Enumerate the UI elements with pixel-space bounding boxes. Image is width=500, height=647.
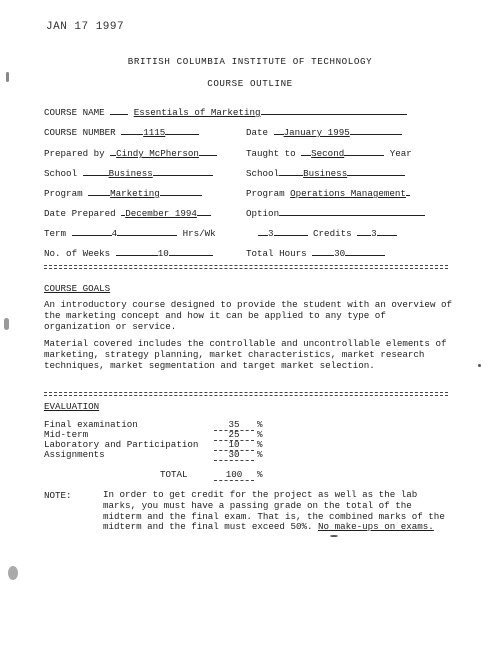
school-label: School [44,168,78,179]
note-text [103,490,453,533]
scan-mark [6,72,9,82]
weeks-row [44,246,213,259]
divider [44,265,448,266]
evaluation-item-unit: % [257,449,263,460]
goals-paragraph-1: An introductory course designed to provide the student with an overview of the marketing concept and how it can be applied to any type of organization or service. [44,299,452,332]
note-emphasis: No make-ups on exams. [318,521,434,533]
total-hours-row [246,246,385,259]
credits-label: Credits [313,228,352,239]
program-label: Program [44,188,83,199]
date-prepared-value: December 1994 [125,208,197,219]
evaluation-item-name: Laboratory and Participation [44,439,199,450]
document-title: COURSE OUTLINE [207,78,293,89]
course-number-row [44,125,199,138]
note-body: In order to get credit for the project as well as the lab marks, you must have a passing grade on the total of the midterm and the final exam. That is, the combined marks of the midterm and the final must exceed 50%. [103,489,445,533]
evaluation-item-value: 35 [214,419,254,431]
prepared-by-label: Prepared by [44,148,105,159]
school2-value: Business [303,168,348,179]
taught-to-row [246,146,412,159]
scan-mark [330,535,338,537]
evaluation-item-value: 10 [214,439,254,451]
program-row [44,186,202,199]
evaluation-item-value: 30 [214,449,254,461]
school2-row [246,166,405,179]
date-value: January 1995 [283,127,350,138]
term-label: Term [44,228,67,239]
weeks-label: No. of Weeks [44,248,111,259]
evaluation-row [44,449,344,461]
divider [44,268,448,269]
evaluation-item-unit: % [257,429,263,440]
evaluation-total-value: 100 [214,469,254,481]
course-name-value: Essentials of Marketing [133,107,261,118]
scan-mark [4,318,9,330]
goals-paragraph-2: Material covered includes the controllable and uncontrollable elements of marketing, strategy planning, market characteristics, market research techniques, market segmentation and target market selection. [44,338,447,371]
evaluation-heading: EVALUATION [44,401,100,412]
evaluation-total-row [160,469,267,481]
course-name-label: COURSE NAME [44,107,105,118]
hrs-credits-row [258,226,397,239]
evaluation-item-unit: % [257,439,263,450]
divider [44,392,448,393]
date-label: Date [246,127,269,138]
received-date-stamp: JAN 17 1997 [46,21,125,33]
hrs-value: 3 [268,228,274,239]
institution-name: BRITISH COLUMBIA INSTITUTE OF TECHNOLOGY [127,56,373,67]
evaluation-total-unit: % [257,469,263,480]
program2-row [246,186,410,199]
evaluation-item-unit: % [257,419,263,430]
divider [44,395,448,396]
program2-value: Operations Management [290,188,406,199]
prepared-by-row [44,146,217,159]
evaluation-item-name: Final examination [44,419,138,430]
credits-value: 3 [371,228,377,239]
evaluation-total-label: TOTAL [160,469,188,480]
course-name-row [44,105,407,118]
school-value: Business [108,168,153,179]
year-label: Year [389,148,412,159]
evaluation-item-value: 25 [214,429,254,441]
term-value: 4 [111,228,118,239]
course-number-label: COURSE NUMBER [44,127,116,138]
option-label: Option [246,208,280,219]
hrs-label: Hrs/Wk [182,228,216,239]
scan-mark [478,364,481,367]
term-row [44,226,216,239]
note-label: NOTE: [44,490,72,501]
prepared-by-value: Cindy McPherson [116,148,199,159]
evaluation-item-name: Assignments [44,449,105,460]
evaluation-item-name: Mid-term [44,429,89,440]
scan-mark [8,566,18,580]
date-prepared-row [44,206,211,219]
school-row [44,166,213,179]
taught-to-label: Taught to [246,148,296,159]
date-row [246,125,402,138]
school2-label: School [246,168,280,179]
program-value: Marketing [110,188,160,199]
total-hours-label: Total Hours [246,248,307,259]
option-row [246,206,425,219]
course-number-value: 1115 [143,127,166,138]
weeks-value: 10 [157,248,169,259]
date-prepared-label: Date Prepared [44,208,116,219]
goals-heading: COURSE GOALS [44,283,111,294]
taught-to-value: Second [311,148,345,159]
program2-label: Program [246,188,285,199]
total-hours-value: 30 [334,248,346,259]
